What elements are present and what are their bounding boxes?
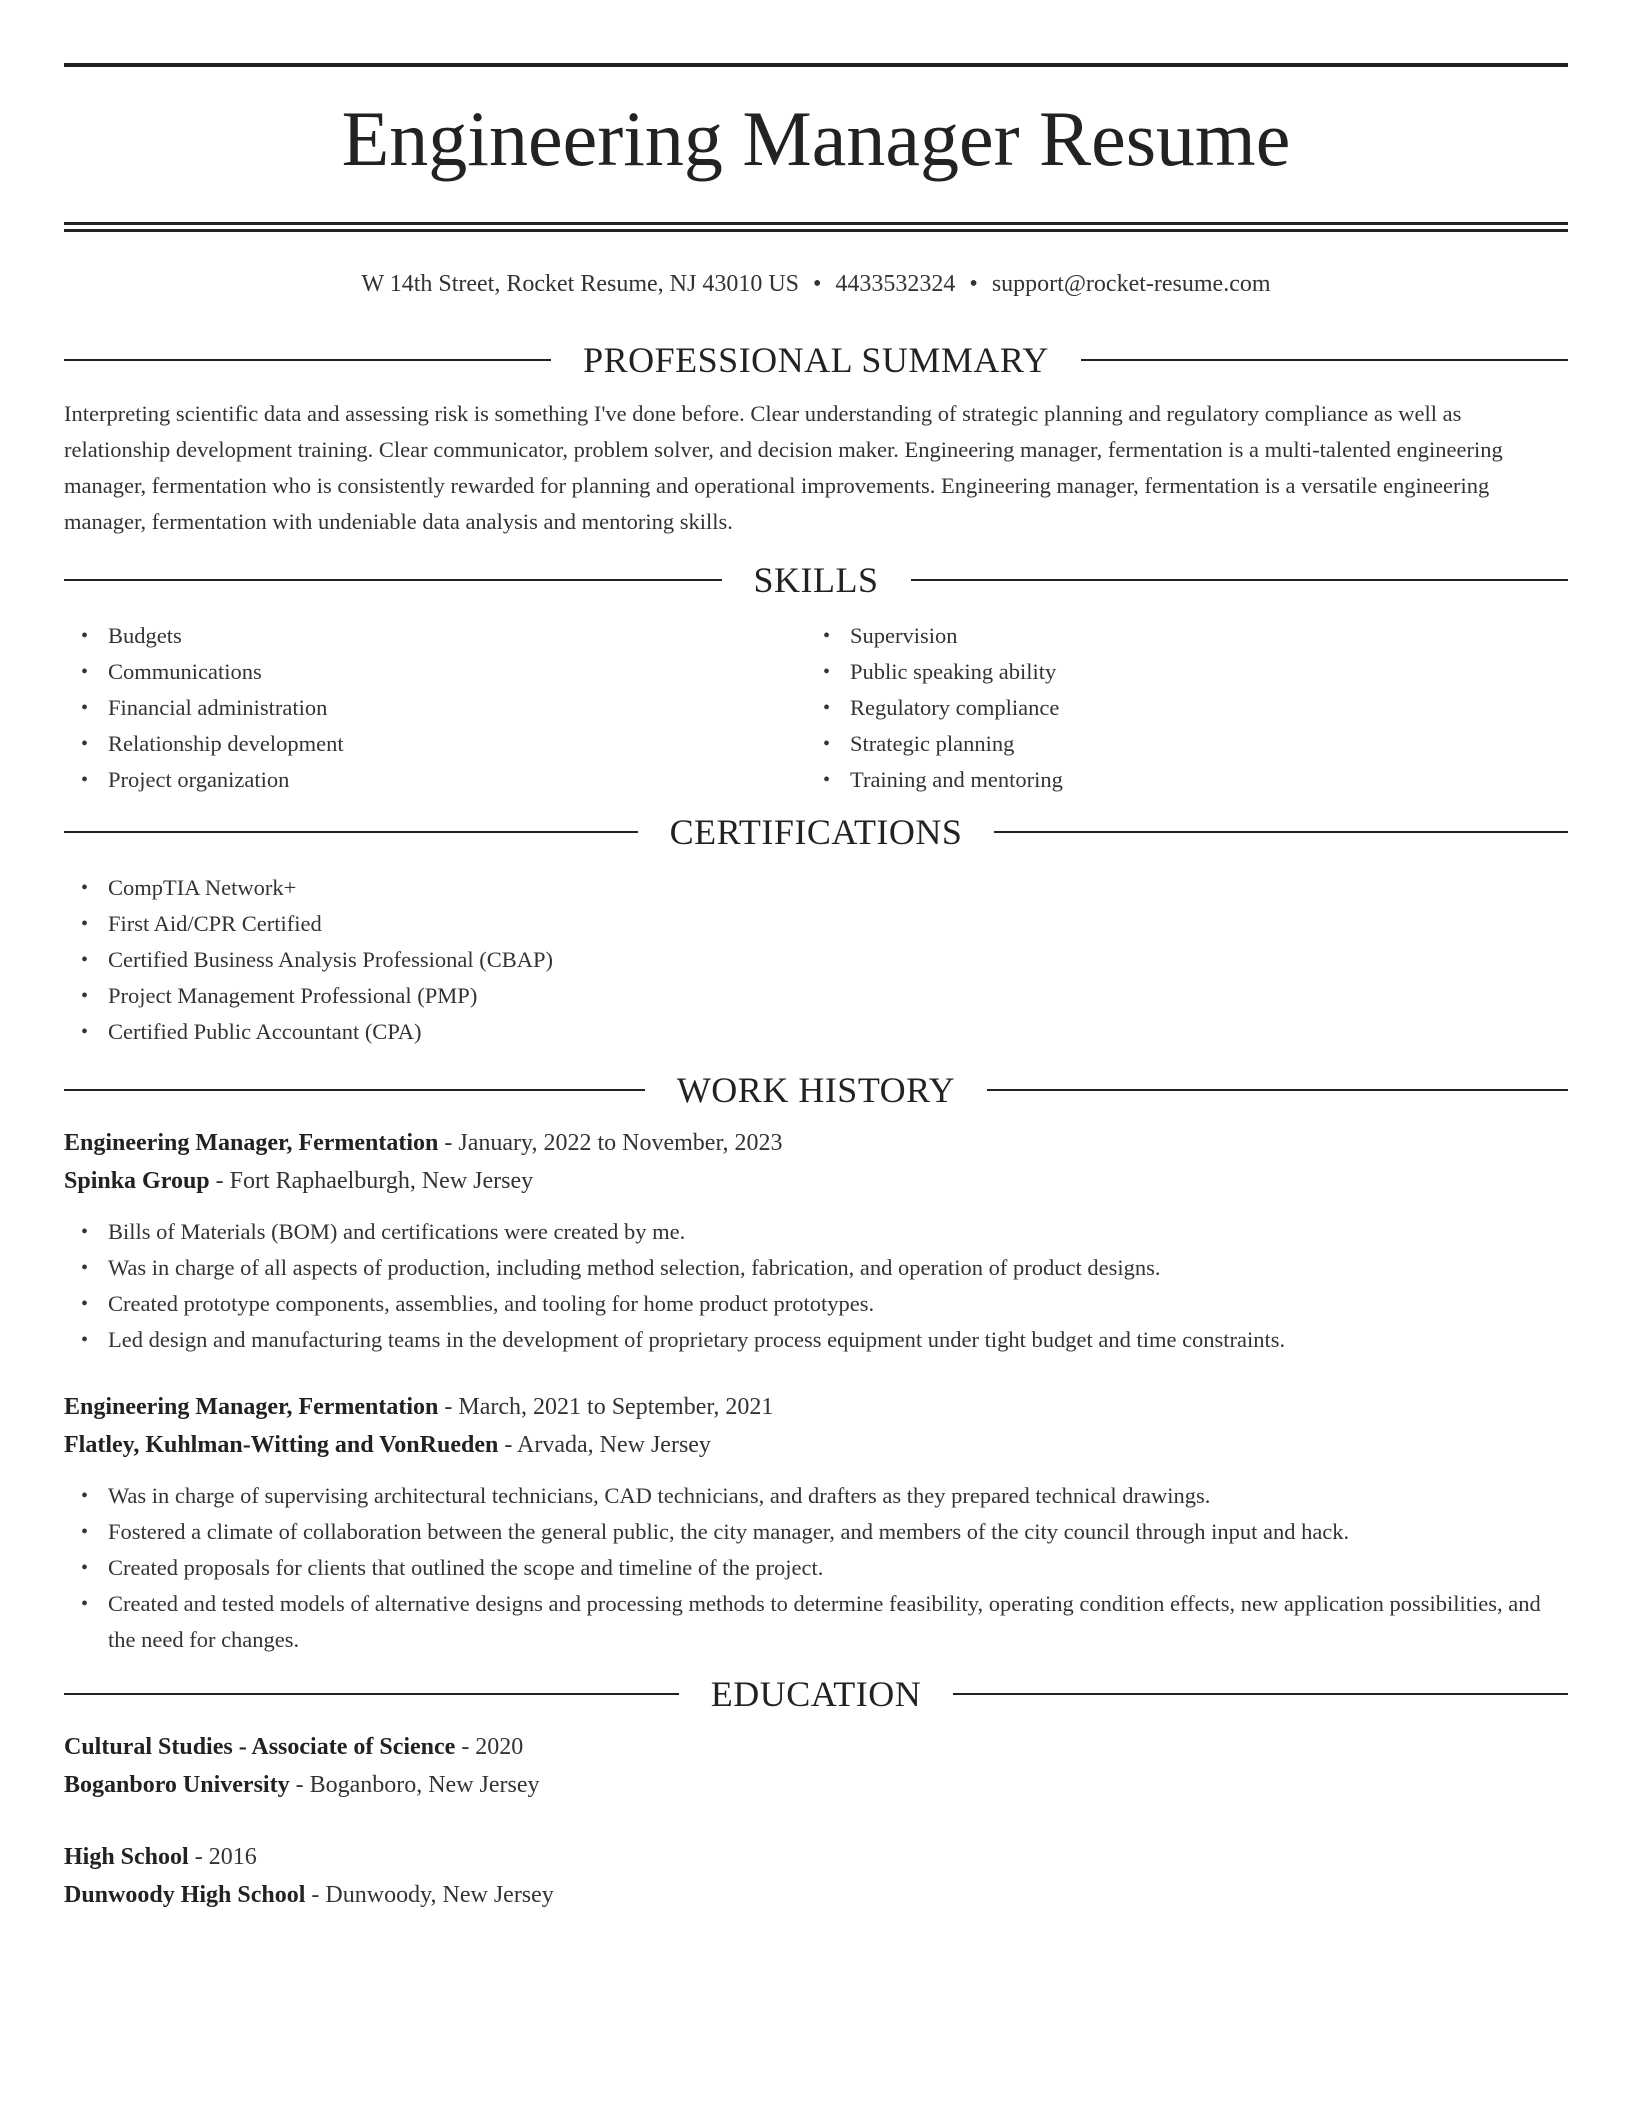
contact-separator: • xyxy=(969,271,978,297)
heading-rule xyxy=(64,1693,679,1695)
job-bullet: • Created and tested models of alternative designs and processing methods to determine feasibility, operating condition effects, new application possibilities, and the need for changes. xyxy=(81,1591,1541,1652)
job-company-line xyxy=(64,1162,1568,1200)
skills-left-list xyxy=(64,618,806,798)
education-entry xyxy=(64,1728,1568,1804)
job-title-line xyxy=(64,1388,1568,1426)
job-title: Engineering Manager, Fermentation xyxy=(64,1394,439,1420)
job-bullet: • Was in charge of supervising architectural technicians, CAD technicians, and drafters as they prepared technical drawings. xyxy=(81,1483,1211,1508)
title-double-rule xyxy=(64,222,1568,232)
job-bullet: • Bills of Materials (BOM) and certifications were created by me. xyxy=(81,1219,686,1244)
job-bullet: • Led design and manufacturing teams in the development of proprietary process equipment under tight budget and time constraints. xyxy=(81,1327,1286,1352)
skill-item: • Project organization xyxy=(81,767,290,792)
heading-rule xyxy=(64,831,638,833)
job-title-line xyxy=(64,1124,1568,1162)
skill-item: • Relationship development xyxy=(81,731,344,756)
skills-right-list xyxy=(806,618,1548,798)
education-school: Dunwoody High School xyxy=(64,1882,306,1908)
skills-grid xyxy=(64,618,1568,798)
contact-separator: • xyxy=(813,271,822,297)
certification-item: • CompTIA Network+ xyxy=(81,875,297,900)
section-title: WORK HISTORY xyxy=(676,1070,956,1110)
education-degree-line xyxy=(64,1728,1568,1766)
section-heading-certifications xyxy=(64,810,1568,854)
contact-phone: 4433532324 xyxy=(835,271,956,297)
certification-item: • Certified Public Accountant (CPA) xyxy=(81,1019,422,1044)
job-company: Flatley, Kuhlman-Witting and VonRueden xyxy=(64,1432,499,1458)
job-bullet: • Created prototype components, assemblies, and tooling for home product prototypes. xyxy=(81,1291,875,1316)
heading-rule xyxy=(953,1693,1568,1695)
contact-email: support@rocket-resume.com xyxy=(991,271,1271,297)
skill-item: • Budgets xyxy=(81,623,182,648)
job-bullets xyxy=(64,1478,1568,1658)
education-year: - 2020 xyxy=(455,1734,524,1760)
job-location: - Fort Raphaelburgh, New Jersey xyxy=(209,1168,534,1194)
job-company-line xyxy=(64,1426,1568,1464)
resume-title: Engineering Manager Resume xyxy=(341,95,1291,182)
certification-item: • Project Management Professional (PMP) xyxy=(81,983,478,1008)
heading-rule xyxy=(1081,359,1568,361)
job-bullet: • Was in charge of all aspects of production, including method selection, fabrication, and operation of product designs. xyxy=(81,1255,1161,1280)
heading-rule xyxy=(994,831,1568,833)
section-heading-skills xyxy=(64,558,1568,602)
heading-rule xyxy=(64,359,551,361)
heading-rule xyxy=(911,579,1569,581)
section-title: EDUCATION xyxy=(710,1674,922,1714)
skill-item: • Public speaking ability xyxy=(823,659,1057,684)
skill-item: • Financial administration xyxy=(81,695,328,720)
heading-rule xyxy=(987,1089,1568,1091)
contact-address: W 14th Street, Rocket Resume, NJ 43010 US xyxy=(361,271,800,297)
education-year: - 2016 xyxy=(188,1844,257,1870)
job-dates: - March, 2021 to September, 2021 xyxy=(438,1394,774,1420)
job-bullets xyxy=(64,1214,1568,1358)
education-degree-line xyxy=(64,1838,1568,1876)
job-entry xyxy=(64,1124,1568,1358)
job-location: - Arvada, New Jersey xyxy=(498,1432,711,1458)
skill-item: • Strategic planning xyxy=(823,731,1015,756)
certifications-list xyxy=(64,870,1568,1050)
section-title: SKILLS xyxy=(753,560,879,600)
heading-rule xyxy=(64,579,722,581)
section-heading-work-history xyxy=(64,1068,1568,1112)
education-entry xyxy=(64,1838,1568,1914)
resume-page xyxy=(64,0,1568,1914)
contact-line xyxy=(64,268,1568,300)
education-degree: Cultural Studies - Associate of Science xyxy=(64,1734,456,1760)
skill-item: • Communications xyxy=(81,659,262,684)
section-title: CERTIFICATIONS xyxy=(669,812,963,852)
heading-rule xyxy=(64,1089,645,1091)
section-heading-education xyxy=(64,1672,1568,1716)
education-school: Boganboro University xyxy=(64,1772,290,1798)
education-degree: High School xyxy=(64,1844,189,1870)
job-dates: - January, 2022 to November, 2023 xyxy=(438,1130,783,1156)
job-bullet: • Created proposals for clients that outlined the scope and timeline of the project. xyxy=(81,1555,824,1580)
education-school-line xyxy=(64,1766,1568,1804)
section-title: PROFESSIONAL SUMMARY xyxy=(583,340,1049,380)
skill-item: • Regulatory compliance xyxy=(823,695,1060,720)
section-heading-summary xyxy=(64,338,1568,382)
certification-item: • Certified Business Analysis Professional (CBAP) xyxy=(81,947,553,972)
job-title: Engineering Manager, Fermentation xyxy=(64,1130,439,1156)
education-school-line xyxy=(64,1876,1568,1914)
summary-text: Interpreting scientific data and assessing risk is something I've done before. Clear understanding of strategic planning and regulatory compliance as well as relationship development training. Clear communicator, problem solver, and decision maker. Engineering manager, fermentation is a multi-talented engineering manager, fermentation who is consistently rewarded for planning and operational improvements. Engineering manager, fermentation is a versatile engineering manager, fermentation with undeniable data analysis and mentoring skills. xyxy=(64,401,1503,534)
education-location: - Dunwoody, New Jersey xyxy=(305,1882,554,1908)
skill-item: • Supervision xyxy=(823,623,958,648)
top-rule xyxy=(64,63,1568,67)
education-location: - Boganboro, New Jersey xyxy=(289,1772,540,1798)
skill-item: • Training and mentoring xyxy=(823,767,1063,792)
job-entry xyxy=(64,1388,1568,1658)
certification-item: • First Aid/CPR Certified xyxy=(81,911,322,936)
job-bullet: • Fostered a climate of collaboration between the general public, the city manager, and members of the city council through input and hack. xyxy=(81,1519,1350,1544)
job-company: Spinka Group xyxy=(64,1168,210,1194)
